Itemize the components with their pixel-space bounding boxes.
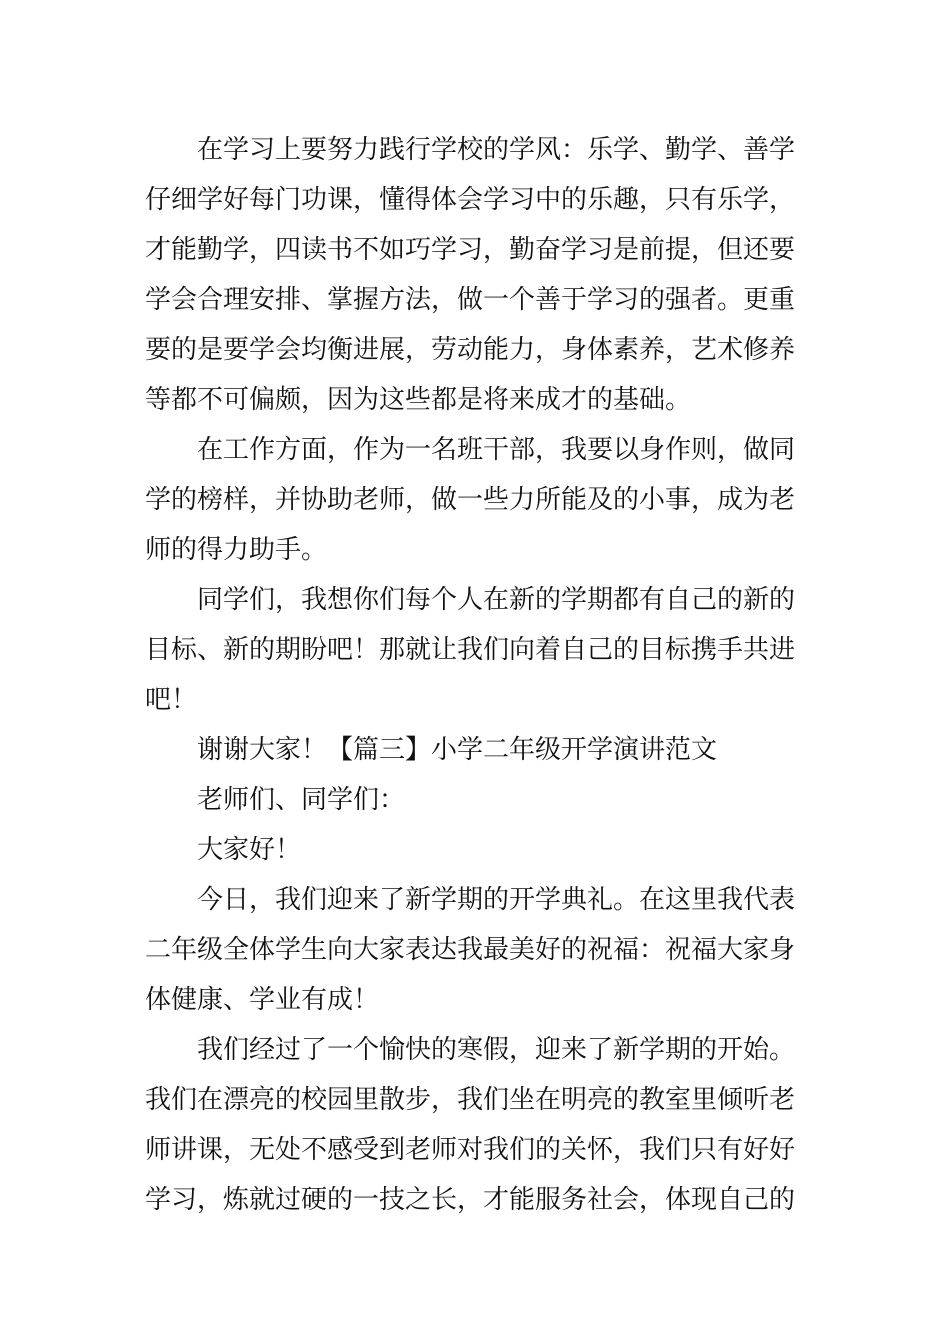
paragraph-new-term — [145, 1025, 807, 1225]
paragraph-greeting — [145, 825, 807, 875]
text-line: 老师们、同学们： — [197, 785, 406, 815]
text-line: 我们在漂亮的校园里散步，我们坐在明亮的教室里倾听老 — [145, 1085, 796, 1115]
text-line: 学习，炼就过硬的一技之长，才能服务社会，体现自己的 — [145, 1185, 796, 1215]
text-line: 学的榜样，并协助老师，做一些力所能及的小事，成为老 — [145, 485, 796, 515]
paragraph-study — [145, 125, 807, 425]
text-line: 在工作方面，作为一名班干部，我要以身作则，做同 — [197, 435, 796, 465]
paragraph-thanks-heading — [145, 725, 807, 775]
text-line: 等都不可偏颇，因为这些都是将来成才的基础。 — [145, 385, 692, 415]
text-line: 二年级全体学生向大家表达我最美好的祝福：祝福大家身 — [145, 935, 796, 965]
text-line: 目标、新的期盼吧！那就让我们向着自己的目标携手共进 — [145, 635, 796, 665]
text-line: 今日，我们迎来了新学期的开学典礼。在这里我代表 — [197, 885, 796, 915]
text-line: 我们经过了一个愉快的寒假，迎来了新学期的开始。 — [197, 1035, 796, 1065]
text-line: 才能勤学，四读书不如巧学习，勤奋学习是前提，但还要 — [145, 235, 796, 265]
text-line: 谢谢大家！【篇三】小学二年级开学演讲范文 — [197, 735, 718, 765]
text-line: 大家好！ — [197, 835, 302, 865]
text-line: 吧！ — [145, 685, 198, 715]
text-line: 学会合理安排、掌握方法，做一个善于学习的强者。更重 — [145, 285, 796, 315]
paragraph-work — [145, 425, 807, 575]
paragraph-classmates — [145, 575, 807, 725]
paragraph-salutation — [145, 775, 807, 825]
text-line: 体健康、学业有成！ — [145, 985, 380, 1015]
document-body — [145, 125, 807, 1225]
paragraph-ceremony — [145, 875, 807, 1025]
text-line: 在学习上要努力践行学校的学风：乐学、勤学、善学 — [197, 135, 796, 165]
text-line: 仔细学好每门功课，懂得体会学习中的乐趣，只有乐学， — [145, 185, 796, 215]
text-line: 师讲课，无处不感受到老师对我们的关怀，我们只有好好 — [145, 1135, 796, 1165]
text-line: 要的是要学会均衡进展，劳动能力，身体素养，艺术修养 — [145, 335, 796, 365]
text-line: 同学们，我想你们每个人在新的学期都有自己的新的 — [197, 585, 796, 615]
text-line: 师的得力助手。 — [145, 535, 328, 565]
